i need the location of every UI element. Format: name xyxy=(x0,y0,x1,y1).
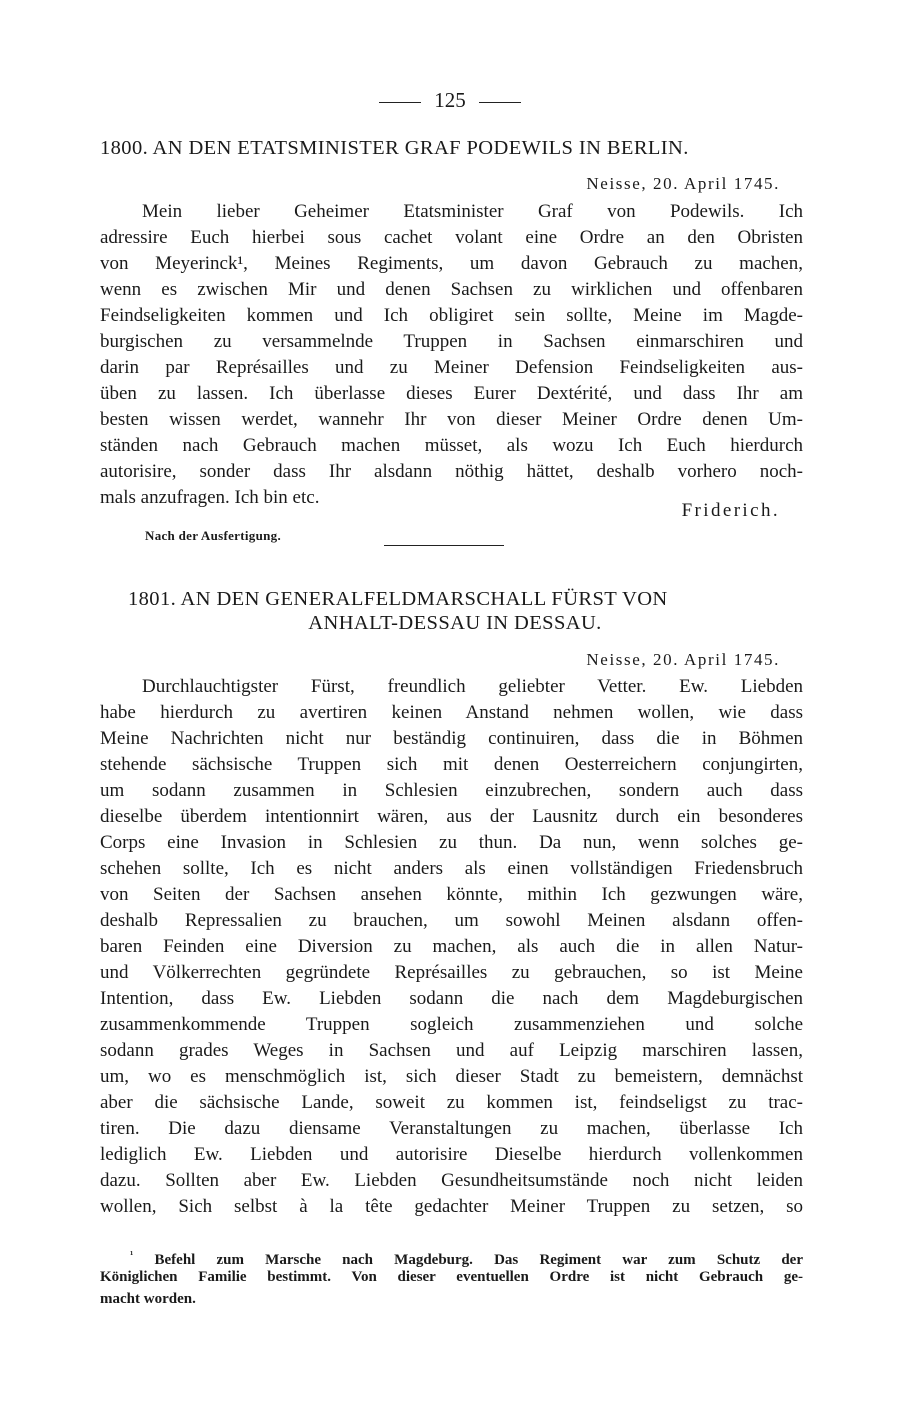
letter-1800-line: wenn es zwischen Mir und denen Sachsen zu wirklichen und offenbaren xyxy=(100,279,803,300)
letter-1801-line: tiren. Die dazu diensame Veranstaltungen zu machen, überlasse Ich xyxy=(100,1118,803,1139)
footnote-line: Königlichen Familie bestimmt. Von dieser eventuellen Ordre ist nicht Gebrauch ge- xyxy=(100,1269,803,1285)
footnote-line-text: Befehl zum Marsche nach Magdeburg. Das Regiment war zum Schutz der xyxy=(154,1252,803,1268)
letter-1801-heading-line1: 1801. AN DEN GENERALFELDMARSCHALL FÜRST VON xyxy=(128,588,668,610)
page-number-dash-right xyxy=(479,102,521,103)
letter-1800-line: üben zu lassen. Ich überlasse dieses Eurer Dextérité, und dass Ihr am xyxy=(100,383,803,404)
letter-1801-line: und Völkerrechten gegründete Représailles zu gebrauchen, so ist Meine xyxy=(100,962,803,983)
letter-1800-line: mals anzufragen. Ich bin etc. xyxy=(100,487,320,508)
letter-1801-line: Intention, dass Ew. Liebden sodann die nach dem Magdeburgischen xyxy=(100,988,803,1009)
letter-1800-heading: 1800. AN DEN ETATSMINISTER GRAF PODEWILS IN BERLIN. xyxy=(100,137,689,159)
footnote-line: macht worden. xyxy=(100,1291,196,1307)
letter-1801-line: habe hierdurch zu avertiren keinen Anstand nehmen wollen, wie dass xyxy=(100,702,803,723)
letter-1801-line: wollen, Sich selbst à la tête gedachter Meiner Truppen zu setzen, so xyxy=(100,1196,803,1217)
letter-1801-line: zusammenkommende Truppen sogleich zusammenziehen und solche xyxy=(100,1014,803,1035)
letter-1801-heading-line2: ANHALT-DESSAU IN DESSAU. xyxy=(308,612,602,634)
letter-1800-line: ständen nach Gebrauch machen müsset, als wozu Ich Euch hierdurch xyxy=(100,435,803,456)
page-number-dash-left xyxy=(379,102,421,103)
letter-1800-line: adressire Euch hierbei sous cachet volant eine Ordre an den Obristen xyxy=(100,227,803,248)
footnote xyxy=(100,1244,803,1310)
section-divider xyxy=(384,545,504,546)
letter-1800-line: burgischen zu versammelnde Truppen in Sachsen einmarschiren und xyxy=(100,331,803,352)
letter-1800-line: autorisire, sonder dass Ihr alsdann nöthig hättet, deshalb vorhero noch- xyxy=(100,461,803,482)
footnote-line xyxy=(100,1244,803,1266)
letter-1801-line: lediglich Ew. Liebden und autorisire Dieselbe hierdurch vollenkommen xyxy=(100,1144,803,1165)
letter-1801-line: Corps eine Invasion in Schlesien zu thun. Da nun, wenn solches ge- xyxy=(100,832,803,853)
letter-1801-line: von Seiten der Sachsen ansehen könnte, mithin Ich gezwungen wäre, xyxy=(100,884,803,905)
letter-1801-line: deshalb Repressalien zu brauchen, um sowohl Meinen alsdann offen- xyxy=(100,910,803,931)
letter-1801-line: Durchlauchtigster Fürst, freundlich geliebter Vetter. Ew. Liebden xyxy=(142,676,803,697)
letter-1800-line: von Meyerinck¹, Meines Regiments, um davon Gebrauch zu machen, xyxy=(100,253,803,274)
letter-1801-line: Meine Nachrichten nicht nur beständig continuiren, dass die in Böhmen xyxy=(100,728,803,749)
letter-1800-signature: Friderich. xyxy=(681,500,780,521)
page-number xyxy=(0,88,900,113)
letter-1801-line: dieselbe überdem intentionnirt wären, aus der Lausnitz durch ein besonderes xyxy=(100,806,803,827)
letter-1801-line: um sodann zusammen in Schlesien einzubrechen, sondern auch dass xyxy=(100,780,803,801)
letter-1800-line: Feindseligkeiten kommen und Ich obligiret sein sollte, Meine im Magde- xyxy=(100,305,803,326)
letter-1801-line: um, wo es menschmöglich ist, sich dieser Stadt zu bemeistern, demnächst xyxy=(100,1066,803,1087)
letter-1801-line: schehen sollte, Ich es nicht anders als einen vollständigen Friedensbruch xyxy=(100,858,803,879)
letter-1801-line: aber die sächsische Lande, soweit zu kommen ist, feindseligst zu trac- xyxy=(100,1092,803,1113)
footnote-marker: ¹ xyxy=(130,1249,134,1261)
letter-1801-line: stehende sächsische Truppen sich mit denen Oesterreichern conjungirten, xyxy=(100,754,803,775)
letter-1800-place-date: Neisse, 20. April 1745. xyxy=(586,174,780,193)
letter-1800-body xyxy=(100,199,803,511)
letter-1801-line: dazu. Sollten aber Ew. Liebden Gesundheitsumstände noch nicht leiden xyxy=(100,1170,803,1191)
letter-1801-line: baren Feinden eine Diversion zu machen, als auch die in allen Natur- xyxy=(100,936,803,957)
letter-1800-line: besten wissen werdet, wannehr Ihr von dieser Meiner Ordre denen Um- xyxy=(100,409,803,430)
letter-1800-line: Mein lieber Geheimer Etatsminister Graf von Podewils. Ich xyxy=(142,201,803,222)
letter-1801-body xyxy=(100,674,803,1220)
letter-1800-source-note: Nach der Ausfertigung. xyxy=(145,528,282,543)
letter-1801-line: sodann grades Weges in Sachsen und auf Leipzig marschiren lassen, xyxy=(100,1040,803,1061)
page-number-text: 125 xyxy=(434,88,466,112)
letter-1801-place-date: Neisse, 20. April 1745. xyxy=(586,650,780,669)
letter-1800-line: darin par Représailles und zu Meiner Defension Feindseligkeiten aus- xyxy=(100,357,803,378)
